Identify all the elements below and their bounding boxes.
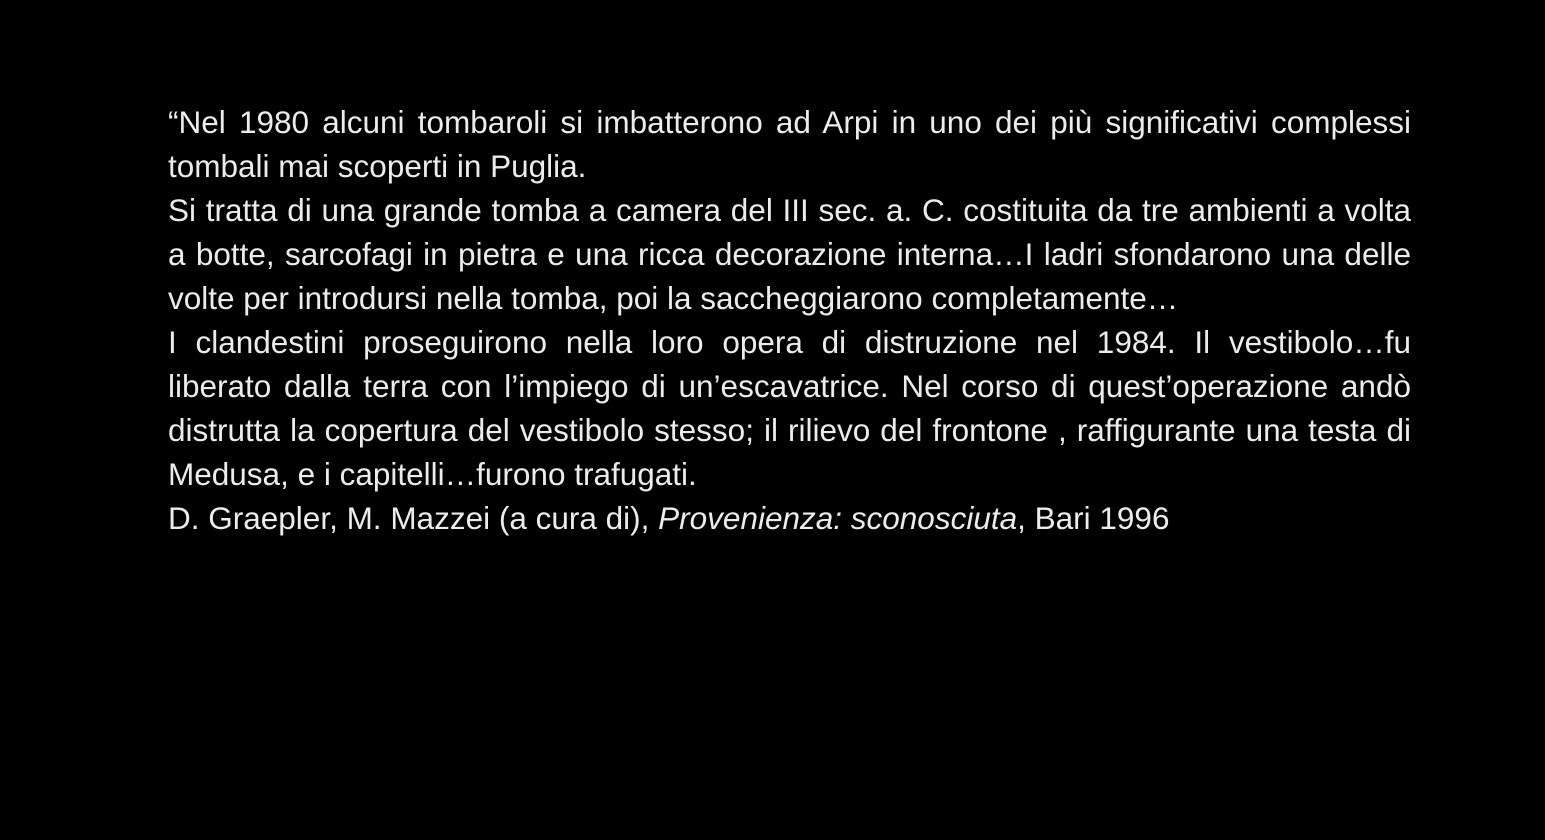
quote-paragraph-1: “Nel 1980 alcuni tombaroli si imbatterono ad Arpi in uno dei più significativi complessi tombali mai scoperti in Puglia. <box>168 104 1411 184</box>
citation-authors: D. Graepler, M. Mazzei (a cura di), <box>168 500 659 536</box>
citation-suffix: , Bari 1996 <box>1017 500 1170 536</box>
quote-paragraph-2: Si tratta di una grande tomba a camera del III sec. a. C. costituita da tre ambienti a volta a botte, sarcofagi in pietra e una ricca decorazione interna…I ladri sfondarono una delle volte per introdursi nella tomba, poi la saccheggiarono completamente… <box>168 192 1411 316</box>
quote-paragraph-3: I clandestini proseguirono nella loro opera di distruzione nel 1984. Il vestibolo…fu liberato dalla terra con l’impiego di un’escavatrice. Nel corso di quest’operazione andò distrutta la copertura del vestibolo stesso; il rilievo del frontone , raffigurante una testa di Medusa, e i capitelli…furono trafugati. <box>168 324 1411 492</box>
citation <box>168 496 1411 540</box>
quote-block <box>168 100 1411 540</box>
citation-title: Provenienza: sconosciuta <box>658 500 1018 536</box>
